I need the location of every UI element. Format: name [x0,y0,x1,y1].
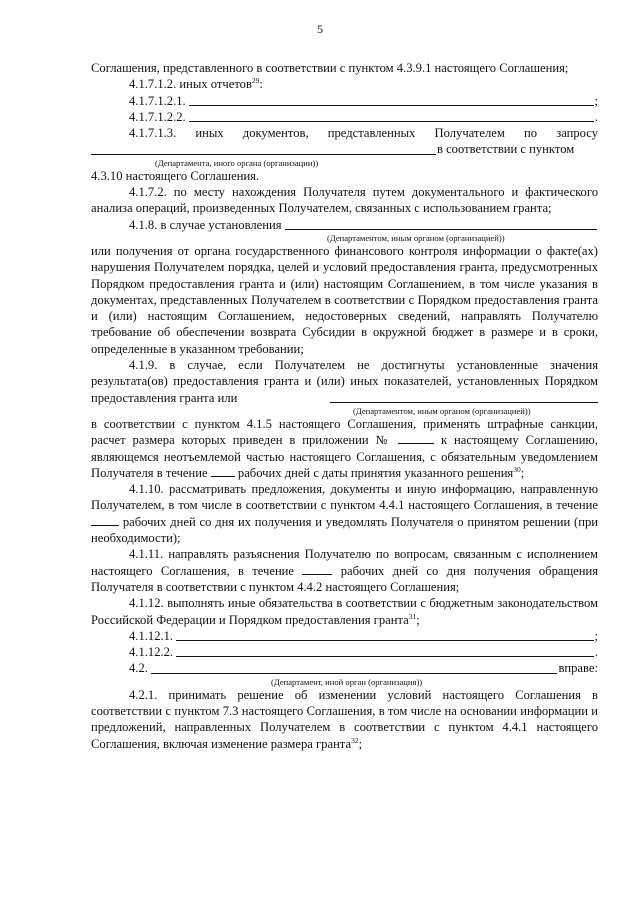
fill-blank-line [176,628,593,641]
fill-blank-line [91,142,436,155]
item-4-2-1: 4.2.1. принимать решение об изменении условий настоящего Соглашения в соответствии с пунктом 7.3 настоящего Соглашения, в том числе на основании информации и предложений, направленных Получателем в соответствии с пунктом 4.4.1 настоящего Соглашения, включая изменение размера гранта$^{32}$; [91,687,598,751]
item-4-1-8-text: или получения от органа государственного финансового контроля информации о факте(ах) нарушения Получателем порядка, целей и условий предоставления гранта, предусмотренных Порядком предоставления гранта и (или) настоящим Соглашением, в том числе указания в документах, представленных Получателем в соответствии с Порядком предоставления гранта и (или) настоящим Соглашением, недостоверных сведений, направлять Получателю требование об обеспечении возврата Субсидии в окружной бюджет в размере и в сроки, определенные в указанном требовании; [91,243,598,356]
item-4-1-9: 4.1.9. в случае, если Получателем не достигнуты установленные значения результата(ов) предоставления гранта и (или) иных показателей, установленных Порядком предоставления гранта или [91,358,598,405]
item-4-1-8: 4.1.8. в случае установления [91,217,598,233]
item-4-1-12: 4.1.12. выполнять иные обязательства в соответствии с бюджетным законодательством Российской Федерации и Порядком предоставления гранта$^{31}$; [91,596,598,627]
item-4-1-12-1: 4.1.12.1. ; [129,628,598,643]
item-4-1-7-1-2-1: 4.1.7.1.2.1. ; [129,93,598,108]
caption-department: (Департаментом, иным органом (организацией)) [327,232,505,243]
item-4-1-11: 4.1.11. направлять разъяснения Получателю по вопросам, связанным с исполнением настоящего Соглашения, в течение рабочих дней со дня получения обращения Получателя в соответствии с пунктом 4.4.2 настоящего Соглашения; [91,547,599,594]
fill-blank-line [398,433,434,444]
fill-blank-line [189,109,594,122]
item-4-1-10: 4.1.10. рассматривать предложения, документы и иную информацию, направленную Получателем, в том числе в соответствии с пунктом 4.4.1 настоящего Соглашения, в течение рабочих дней со дня их получения и уведомлять Получателя о принятом решении (при необходимости); [91,482,599,546]
fill-blank-line [189,93,594,106]
fill-blank-line [302,564,332,575]
fill-blank-line [285,217,597,230]
item-4-1-7-1-2-2: 4.1.7.1.2.2. . [129,109,598,124]
fill-blank-line [211,466,235,477]
page-number: 5 [317,22,323,36]
item-4-2: 4.2. вправе: [129,661,598,676]
document-body [91,60,598,752]
fill-blank-line [151,661,558,674]
caption-department: (Департамент, иной орган (организация)) [271,676,423,687]
item-4-1-7-1-2: 4.1.7.1.2. иных отчетов$^{29}$: [129,76,263,92]
fill-blank-line [176,644,594,657]
caption-department: (Департаментом, иным органом (организацией)) [353,405,531,416]
item-4-1-7-1-3: 4.1.7.1.3. иных документов, представленных Получателем по запросу [129,126,598,141]
item-4-1-9-text: в соответствии с пунктом 4.1.5 настоящего Соглашения, применять штрафные санкции, расчет размера которых приведен в приложении № к настоящему Соглашению, являющемся неотъемлемой частью настоящего Соглашения, с обязательным уведомлением Получателя в течение рабочих дней с даты принятия указанного решения$^{30}$; [91,416,598,480]
item-4-1-7-2: 4.1.7.2. по месту нахождения Получателя путем документального и фактического анализа операций, произведенных Получателем, связанных с использованием гранта; [91,185,598,216]
item-4-1-7-1-3-continuation: в соответствии с пунктом [91,141,598,157]
paragraph-report-continuation: Соглашения, представленного в соответствии с пунктом 4.3.9.1 настоящего Соглашения; [91,61,569,75]
caption-department: (Департамента, иного органа (организации)) [155,157,319,168]
item-4-1-7-1-3-tail: 4.3.10 настоящего Соглашения. [91,168,260,183]
item-4-1-12-2: 4.1.12.2. . [129,645,598,660]
fill-blank-line [91,515,119,526]
fill-blank-line [330,390,598,403]
